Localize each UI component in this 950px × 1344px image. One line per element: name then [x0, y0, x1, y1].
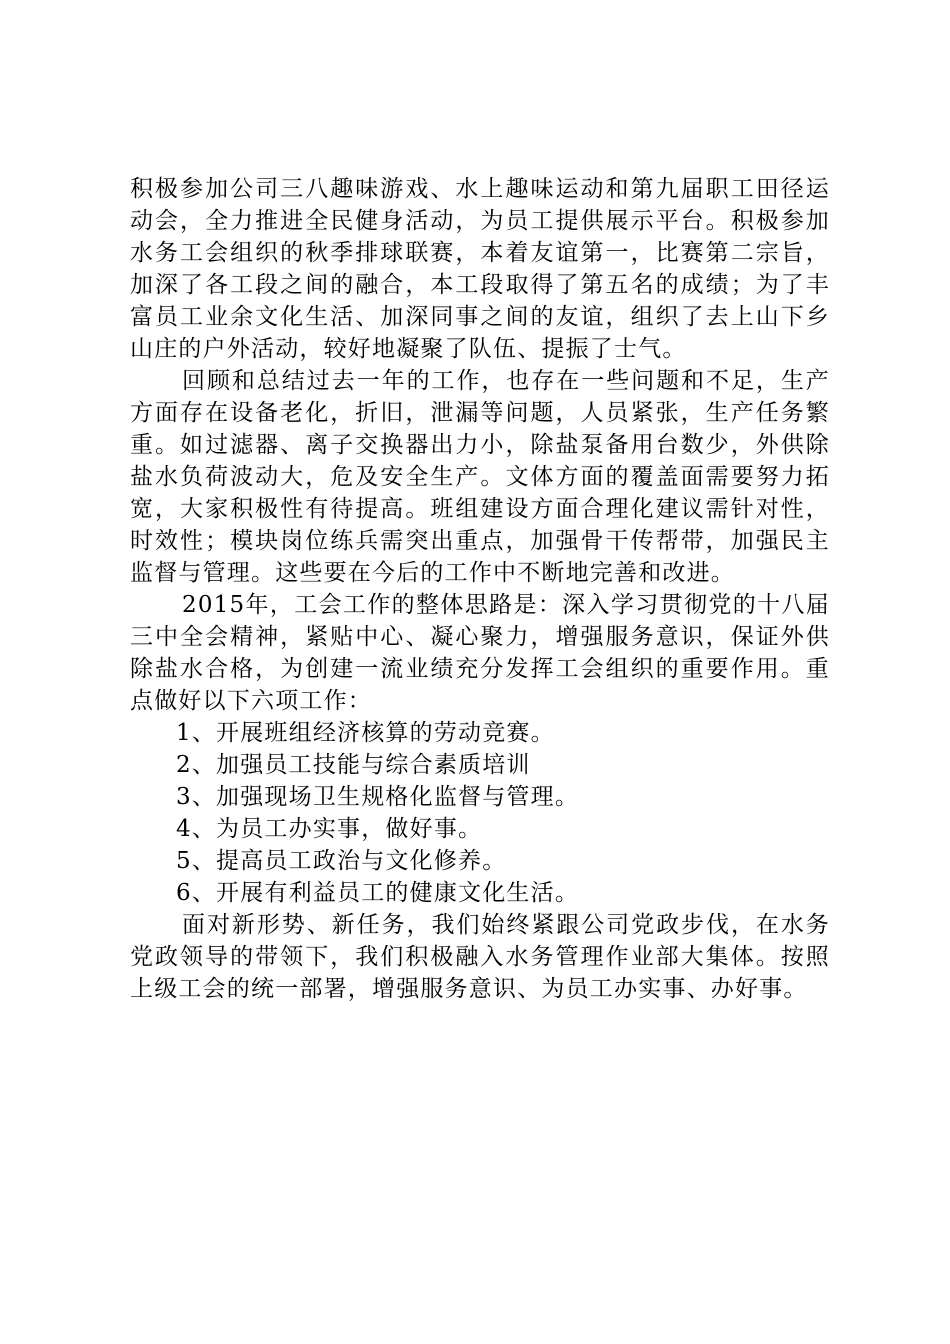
paragraph-2015-plan: 2015年，工会工作的整体思路是：深入学习贯彻党的十八届三中全会精神，紧贴中心、凝心聚力，增强服务意识，保证外供除盐水合格，为创建一流业绩充分发挥工会组织的重要作用。重点做好以下六项工作： — [130, 592, 830, 714]
list-item: 5、提高员工政治与文化修养。 — [176, 848, 507, 874]
list-item: 6、开展有利益员工的健康文化生活。 — [176, 880, 580, 906]
list-item: 2、加强员工技能与综合素质培训 — [176, 752, 531, 778]
paragraph-review: 回顾和总结过去一年的工作，也存在一些问题和不足，生产方面存在设备老化，折旧，泄漏等问题，人员紧张，生产任务繁重。如过滤器、离子交换器出力小，除盐泵备用台数少，外供除盐水负荷波动大，危及安全生产。文体方面的覆盖面需要努力拓宽，大家积极性有待提高。班组建设方面合理化建议需针对性，时效性；模块岗位练兵需突出重点，加强骨干传帮带，加强民主监督与管理。这些要在今后的工作中不断地完善和改进。 — [130, 368, 830, 586]
document-body — [130, 173, 830, 1005]
paragraph-closing: 面对新形势、新任务，我们始终紧跟公司党政步伐，在水务党政领导的带领下，我们积极融入水务管理作业部大集体。按照上级工会的统一部署，增强服务意识、为员工办实事、办好事。 — [130, 912, 830, 1002]
paragraph-activities: 积极参加公司三八趣味游戏、水上趣味运动和第九届职工田径运动会，全力推进全民健身活动，为员工提供展示平台。积极参加水务工会组织的秋季排球联赛，本着友谊第一，比赛第二宗旨，加深了各工段之间的融合，本工段取得了第五名的成绩；为了丰富员工业余文化生活、加深同事之间的友谊，组织了去上山下乡山庄的户外活动，较好地凝聚了队伍、提振了士气。 — [130, 176, 830, 362]
list-item: 4、为员工办实事，做好事。 — [176, 816, 483, 842]
list-item: 1、开展班组经济核算的劳动竞赛。 — [176, 720, 555, 746]
list-item: 3、加强现场卫生规格化监督与管理。 — [176, 784, 580, 810]
task-list — [130, 717, 830, 909]
